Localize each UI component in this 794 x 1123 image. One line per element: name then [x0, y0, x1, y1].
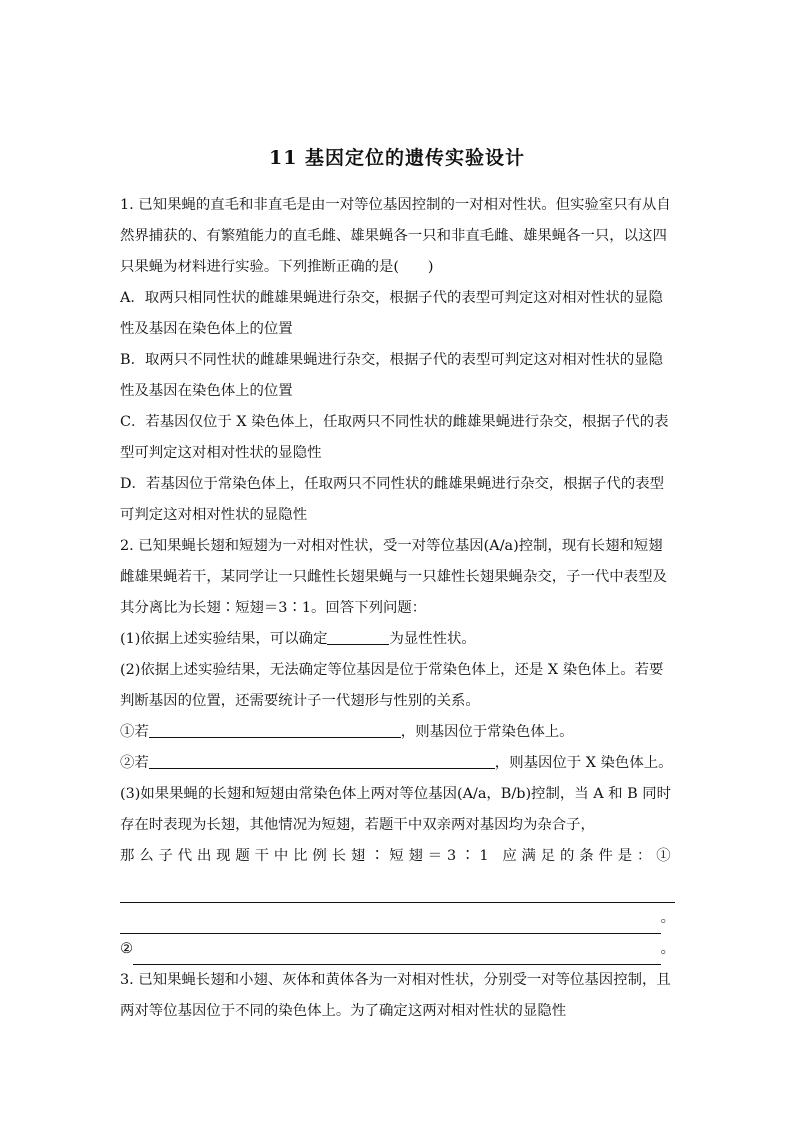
answer-line-5-row: [120, 934, 675, 965]
question-2-case-2: [120, 748, 675, 779]
answer-line-4b-row: [120, 903, 675, 934]
question-2-part-2: (2)依据上述实验结果，无法确定等位基因是位于常染色体上，还是 X 染色体上。若要判断基因的位置，还需要统计子一代翅形与性别的关系。: [120, 662, 664, 709]
question-1-stem: 1. 已知果蝇的直毛和非直毛是由一对等位基因控制的一对相对性状。但实验室只有从自然界捕获的、有繁殖能力的直毛雌、雄果蝇各一只和非直毛雌、雄果蝇各一只，以这四只果蝇为材料进行实验。下列推断正确的是( ): [120, 197, 671, 275]
part-1-prefix: (1)依据上述实验结果，可以确定: [120, 631, 328, 647]
end-mark: 。: [660, 910, 675, 926]
question-2-part-1: [120, 624, 675, 655]
question-2-part-3-condition: 那么子代出现题干中比例长翅∶短翅＝3∶1 应满足的条件是：①: [120, 848, 675, 864]
case-1-suffix: ，则基因位于常染色体上。: [400, 724, 574, 740]
question-1-option-d: D．若基因位于常染色体上，任取两只不同性状的雌雄果蝇进行杂交，根据子代的表型可判定这对相对性状的显隐性: [120, 476, 664, 523]
answer-blank-2[interactable]: [149, 722, 401, 738]
question-2-stem: 2. 已知果蝇长翅和短翅为一对相对性状，受一对等位基因(A/a)控制，现有长翅和短翅雌雄果蝇若干，某同学让一只雌性长翅果蝇与一只雄性长翅果蝇杂交，子一代中表型及其分离比为长翅∶短翅＝3∶1。回答下列问题：: [120, 538, 667, 616]
page-title: 11 基因定位的遗传实验设计: [268, 147, 526, 169]
answer-blank-3[interactable]: [149, 753, 495, 769]
case-4-prefix: ②: [120, 941, 133, 957]
answer-blank-1[interactable]: [327, 629, 389, 645]
case-2-suffix: ，则基因位于 X 染色体上。: [494, 755, 673, 771]
document-body: [120, 190, 675, 1027]
question-1-option-a: A．取两只相同性状的雌雄果蝇进行杂交，根据子代的表型可判定这对相对性状的显隐性及基因在染色体上的位置: [120, 290, 663, 337]
question-2-case-1: [120, 717, 675, 748]
answer-line-5[interactable]: [133, 940, 661, 965]
case-4-suffix: 。: [660, 941, 675, 957]
question-3-stem: 3. 已知果蝇长翅和小翅、灰体和黄体各为一对相对性状，分别受一对等位基因控制，且两对等位基因位于不同的染色体上。为了确定这两对相对性状的显隐性: [120, 972, 671, 1019]
case-2-prefix: ②若: [120, 755, 149, 771]
answer-line-4a[interactable]: [120, 872, 675, 903]
question-1-option-b: B．取两只不同性状的雌雄果蝇进行杂交，根据子代的表型可判定这对相对性状的显隐性及基因在染色体上的位置: [120, 352, 664, 399]
question-2-part-3: (3)如果果蝇的长翅和短翅由常染色体上两对等位基因(A/a，B/b)控制，当 A 和 B 同时存在时表现为长翅，其他情况为短翅，若题干中双亲两对基因均为杂合子，: [120, 786, 672, 833]
case-1-prefix: ①若: [120, 724, 149, 740]
answer-line-4b[interactable]: [120, 909, 661, 934]
question-1-option-c: C．若基因仅位于 X 染色体上，任取两只不同性状的雌雄果蝇进行杂交，根据子代的表型可判定这对相对性状的显隐性: [120, 414, 669, 461]
part-1-suffix: 为显性性状。: [389, 631, 476, 647]
